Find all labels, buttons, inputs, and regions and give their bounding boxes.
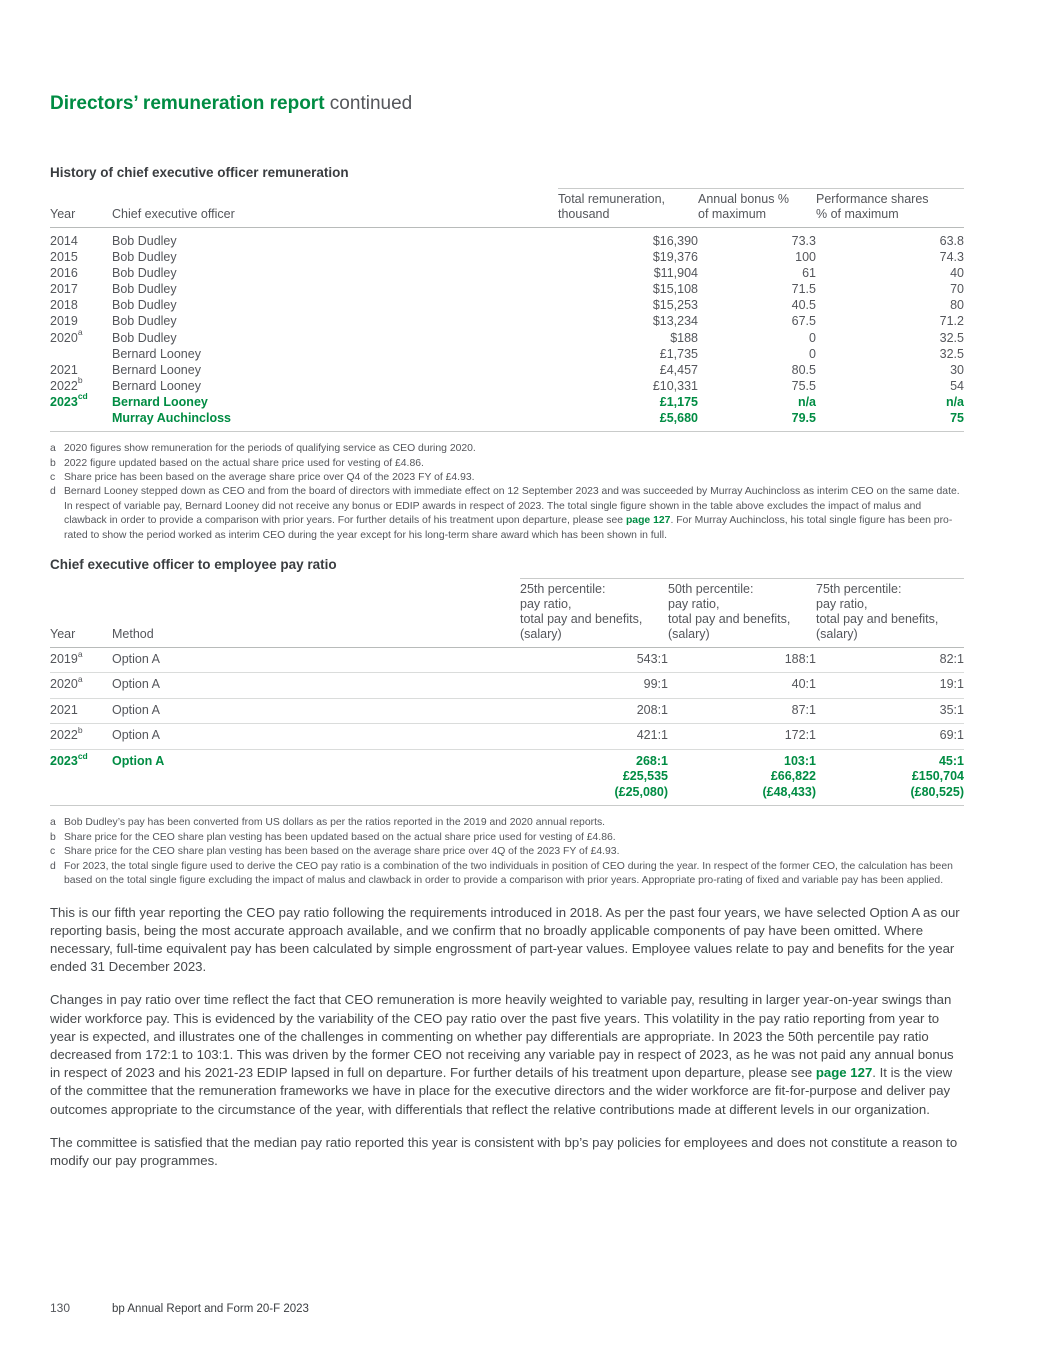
bonus-cell: 61 <box>802 266 816 281</box>
performance-shares-header-line2: % of maximum <box>816 207 899 221</box>
bonus-cell: n/a <box>797 394 816 409</box>
footnote-c <box>50 845 964 859</box>
year-cell: 2015 <box>50 250 78 265</box>
bonus-cell: 0 <box>809 330 816 345</box>
footnote-text: Bob Dudley’s pay has been converted from US dollars as per the ratios reported in the 2019 and 2020 annual reports. <box>64 817 606 829</box>
annual-bonus-header-line1: Annual bonus % <box>698 192 790 206</box>
method-cell: Option A <box>112 698 520 724</box>
footnote-text: 2020 figures show remuneration for the periods of qualifying service as CEO during 2020. <box>64 443 476 455</box>
year-cell: 2022$^b$ <box>50 724 112 750</box>
method-cell: Option A <box>112 749 520 806</box>
total-cell: $19,376 <box>652 250 698 265</box>
table-row-highlight-2023 <box>50 749 964 806</box>
ceo-cell: Bernard Looney <box>112 394 208 409</box>
ceo-cell: Bob Dudley <box>112 234 177 248</box>
body-paragraph-1: This is our fifth year reporting the CEO pay ratio following the requirements introduced in 2018. As per the past four years, we have selected Option A as our reporting basis, being the most accurate approach available, and we confirm that no broadly applicable components of pay have been omitted. Where necessary, full-time equivalent pay has been calculated by simple engrossment of part-year values. Employee values relate to pay and benefits for the year ended 31 December 2023. <box>50 904 960 975</box>
footnote-letter: d <box>50 486 56 498</box>
p25-cell: 268:1 £25,535 (£25,080) <box>520 749 668 806</box>
p50-cell: 87:1 <box>668 698 816 724</box>
total-remuneration-header-line2: thousand <box>558 207 610 221</box>
ceo-cell: Bernard Looney <box>112 346 201 361</box>
percentile-25-column-header: 25th percentile: pay ratio, total pay and benefits, (salary) <box>520 578 668 647</box>
pay-ratio-footnotes <box>50 816 964 888</box>
table-row <box>50 330 964 346</box>
table-row-highlight-2023 <box>50 410 964 432</box>
table-row <box>50 362 964 378</box>
p75-cell: 45:1 £150,704 (£80,525) <box>816 749 964 806</box>
year-cell: 2021 <box>50 698 112 724</box>
shares-cell: 80 <box>950 298 964 313</box>
page-footer <box>50 1301 309 1315</box>
footnote-marker: cd <box>77 390 88 401</box>
table-row <box>50 313 964 329</box>
history-footnotes <box>50 442 964 543</box>
ceo-cell: Bob Dudley <box>112 298 177 313</box>
shares-cell: 40 <box>950 266 964 281</box>
ceo-cell: Bob Dudley <box>112 250 177 265</box>
ceo-remuneration-history-table <box>50 188 964 432</box>
shares-cell: 74.3 <box>939 250 964 265</box>
table-row <box>50 378 964 394</box>
shares-cell: 30 <box>950 362 964 377</box>
total-cell: £4,457 <box>659 362 698 377</box>
body-paragraph-3: The committee is satisfied that the median pay ratio reported this year is consistent with bp’s pay policies for employees and does not constitute a reason to modify our pay programmes. <box>50 1134 958 1168</box>
page-127-link[interactable]: page 127 <box>815 1065 873 1081</box>
bonus-cell: 80.5 <box>791 362 816 377</box>
section-title-history: History of chief executive officer remuneration <box>50 165 349 180</box>
header-row <box>50 189 964 228</box>
footnote-marker: a <box>77 326 83 337</box>
footnote-letter: a <box>50 817 56 829</box>
p75-cell: 69:1 <box>816 724 964 750</box>
pay-ratio-section <box>50 557 964 889</box>
total-remuneration-column-header <box>558 189 698 228</box>
p75-cell: 19:1 <box>816 673 964 699</box>
body-paragraph-2: Changes in pay ratio over time reflect the fact that CEO remuneration is more heavily weighted to variable pay, resulting in larger year-on-year swings than wider workforce pay. This is evidenced by the variability of the CEO pay ratio over the past five years. This volatility in the pay ratio reporting from year to year is expected, and illustrates one of the challenges in commenting on whether pay differentials are appropriate. In 2023 the 50th percentile pay ratio decreased from 172:1 to 103:1. This was driven by the former CEO not receiving any variable pay in respect of 2023, as he was not paid any annual bonus in respect of 2023 and his 2021-23 EDIP lapsed in full on departure. For further details of his treatment upon departure, please see page 127. It is the view of the committee that the remuneration frameworks we have in place for the executive directors and the wider workforce are fit-for-purpose and deliver pay outcomes appropriate to the circumstance of the year, with differentials that reflect the relative contributions made at different levels in our organization. <box>50 992 954 1117</box>
p50-cell: 103:1 £66,822 (£48,433) <box>668 749 816 806</box>
footnote-marker: b <box>77 374 83 385</box>
table-row <box>50 228 964 250</box>
bonus-cell: 100 <box>795 250 816 265</box>
table-row <box>50 698 964 724</box>
footnote-a <box>50 442 964 456</box>
ceo-cell: Bob Dudley <box>112 282 177 297</box>
year-cell: 2020$^a$ <box>50 326 83 345</box>
footnote-marker: cd <box>77 750 88 761</box>
p50-cell: 188:1 <box>668 647 816 673</box>
ceo-column-header: Chief executive officer <box>112 189 558 228</box>
shares-cell: 63.8 <box>939 234 964 248</box>
total-remuneration-header-line1: Total remuneration, <box>558 192 666 206</box>
footnote-c <box>50 471 964 485</box>
footnote-letter: c <box>50 471 56 483</box>
bonus-cell: 75.5 <box>791 378 816 393</box>
year-column-header: Year <box>50 578 112 647</box>
footnote-b <box>50 457 964 471</box>
table-row <box>50 249 964 265</box>
total-cell: £1,735 <box>659 346 698 361</box>
bonus-cell: 67.5 <box>791 314 816 329</box>
annual-bonus-column-header <box>698 189 816 228</box>
p50-cell: 40:1 <box>668 673 816 699</box>
total-cell: £1,175 <box>659 394 698 409</box>
p50-cell: 172:1 <box>668 724 816 750</box>
shares-cell: 32.5 <box>939 330 964 345</box>
shares-cell: 70 <box>950 282 964 297</box>
footnote-d <box>50 860 964 889</box>
year-cell: 2023$^{cd}$ <box>50 390 88 409</box>
footnote-marker: a <box>77 648 83 659</box>
table-row <box>50 346 964 362</box>
page-number: 130 <box>50 1301 71 1315</box>
total-cell: £5,680 <box>558 410 698 432</box>
method-cell: Option A <box>112 647 520 673</box>
performance-shares-column-header <box>816 189 964 228</box>
total-cell: $15,253 <box>652 298 698 313</box>
footnote-letter: d <box>50 860 56 872</box>
footnote-text: Share price for the CEO share plan vesting has been based on the average share price over 4Q of the 2023 FY of £4.93. <box>64 846 620 858</box>
table-row <box>50 647 964 673</box>
bonus-cell: 71.5 <box>791 282 816 297</box>
year-column-header: Year <box>50 189 112 228</box>
total-cell: £10,331 <box>652 378 698 393</box>
p75-cell: 35:1 <box>816 698 964 724</box>
bonus-cell: 79.5 <box>698 410 816 432</box>
shares-cell: 71.2 <box>939 314 964 329</box>
method-cell: Option A <box>112 724 520 750</box>
footnote-letter: a <box>50 443 56 455</box>
footnote-d <box>50 485 964 543</box>
percentile-75-column-header: 75th percentile: pay ratio, total pay and benefits, (salary) <box>816 578 964 647</box>
footnote-letter: b <box>50 457 56 469</box>
bonus-cell: 0 <box>809 346 816 361</box>
p25-cell: 543:1 <box>520 647 668 673</box>
year-cell: 2019$^a$ <box>50 647 112 673</box>
total-cell: $188 <box>670 330 698 345</box>
table-row <box>50 281 964 297</box>
footnote-text: Share price has been based on the average share price over Q4 of the 2023 FY of £4.93. <box>64 471 475 483</box>
year-cell: 2023$^{cd}$ <box>50 749 112 806</box>
year-cell: 2018 <box>50 298 78 313</box>
shares-cell: 75 <box>816 410 964 432</box>
year-cell: 2021 <box>50 362 78 377</box>
shares-cell: n/a <box>945 394 964 409</box>
ceo-cell: Bernard Looney <box>112 378 201 393</box>
ceo-cell: Bob Dudley <box>112 314 177 329</box>
total-cell: $13,234 <box>652 314 698 329</box>
p75-cell: 82:1 <box>816 647 964 673</box>
year-cell: 2014 <box>50 234 78 248</box>
ceo-cell: Murray Auchincloss <box>112 410 558 432</box>
footnote-letter: b <box>50 831 56 843</box>
table-row <box>50 673 964 699</box>
page-127-link[interactable]: page 127 <box>625 515 671 527</box>
p25-cell: 421:1 <box>520 724 668 750</box>
footnote-text: Share price for the CEO share plan vesting has been updated based on the actual share price used for vesting of £4.86. <box>64 831 616 843</box>
total-cell: $11,904 <box>653 266 698 281</box>
footnote-letter: c <box>50 846 56 858</box>
year-cell: 2019 <box>50 314 78 329</box>
table-row-highlight-2023 <box>50 394 964 410</box>
year-cell: 2016 <box>50 266 78 281</box>
footnote-text: 2022 figure updated based on the actual share price used for vesting of £4.86. <box>64 457 424 469</box>
report-title: bp Annual Report and Form 20-F 2023 <box>112 1303 309 1315</box>
page-title-continued: continued <box>324 93 413 114</box>
section-title-pay-ratio: Chief executive officer to employee pay ratio <box>50 556 337 572</box>
header-row <box>50 578 964 647</box>
footnote-text: Bernard Looney stepped down as CEO and from the board of directors with immediate effect on 12 September 2023 and was succeeded by Murray Auchincloss as interim CEO on the same date. In respect of variable pay, Bernard Looney did not receive any bonus or EDIP awards in respect of 2023. The total single figure shown in the table above excludes the impact of malus and clawback in order to provide a comparison with prior years. For further details of his treatment upon departure, please see page 127. For Murray Auchincloss, his total single figure has been pro-rated to show the period worked as interim CEO during the year except for his long-term share award which has been shown in full. <box>64 486 960 541</box>
pay-ratio-table <box>50 578 964 807</box>
p25-cell: 99:1 <box>520 673 668 699</box>
table-row <box>50 297 964 313</box>
percentile-50-column-header: 50th percentile: pay ratio, total pay and benefits, (salary) <box>668 578 816 647</box>
year-cell <box>50 410 112 432</box>
year-cell: 2022$^b$ <box>50 374 83 393</box>
year-cell: 2017 <box>50 282 78 297</box>
footnote-a <box>50 816 964 830</box>
footnote-marker: a <box>77 674 83 685</box>
table-row <box>50 265 964 281</box>
annual-bonus-header-line2: of maximum <box>698 207 767 221</box>
performance-shares-header-line1: Performance shares <box>816 192 929 206</box>
total-cell: $15,108 <box>652 282 698 297</box>
year-cell: 2020$^a$ <box>50 673 112 699</box>
footnote-b <box>50 831 964 845</box>
ceo-cell: Bob Dudley <box>112 266 177 281</box>
ceo-remuneration-history-section <box>50 165 964 543</box>
method-cell: Option A <box>112 673 520 699</box>
page-title-main: Directors’ remuneration report <box>50 93 325 114</box>
ceo-cell: Bernard Looney <box>112 362 201 377</box>
bonus-cell: 40.5 <box>791 298 816 313</box>
shares-cell: 54 <box>950 378 964 393</box>
total-cell: $16,390 <box>652 234 698 248</box>
table-row <box>50 724 964 750</box>
shares-cell: 32.5 <box>939 346 964 361</box>
bonus-cell: 73.3 <box>791 234 816 248</box>
footnote-text: For 2023, the total single figure used to derive the CEO pay ratio is a combination of the two individuals in position of CEO during the year. In respect of the former CEO, the calculation has been based on the total single figure excluding the impact of malus and clawback in order to provide a comparison with prior years. Appropriate pro-rating of fixed and variable pay has been applied. <box>64 860 953 887</box>
page-title <box>50 92 964 115</box>
ceo-cell: Bob Dudley <box>112 330 177 345</box>
year-cell <box>50 346 112 362</box>
p25-cell: 208:1 <box>520 698 668 724</box>
method-column-header: Method <box>112 578 520 647</box>
footnote-marker: b <box>77 725 83 736</box>
